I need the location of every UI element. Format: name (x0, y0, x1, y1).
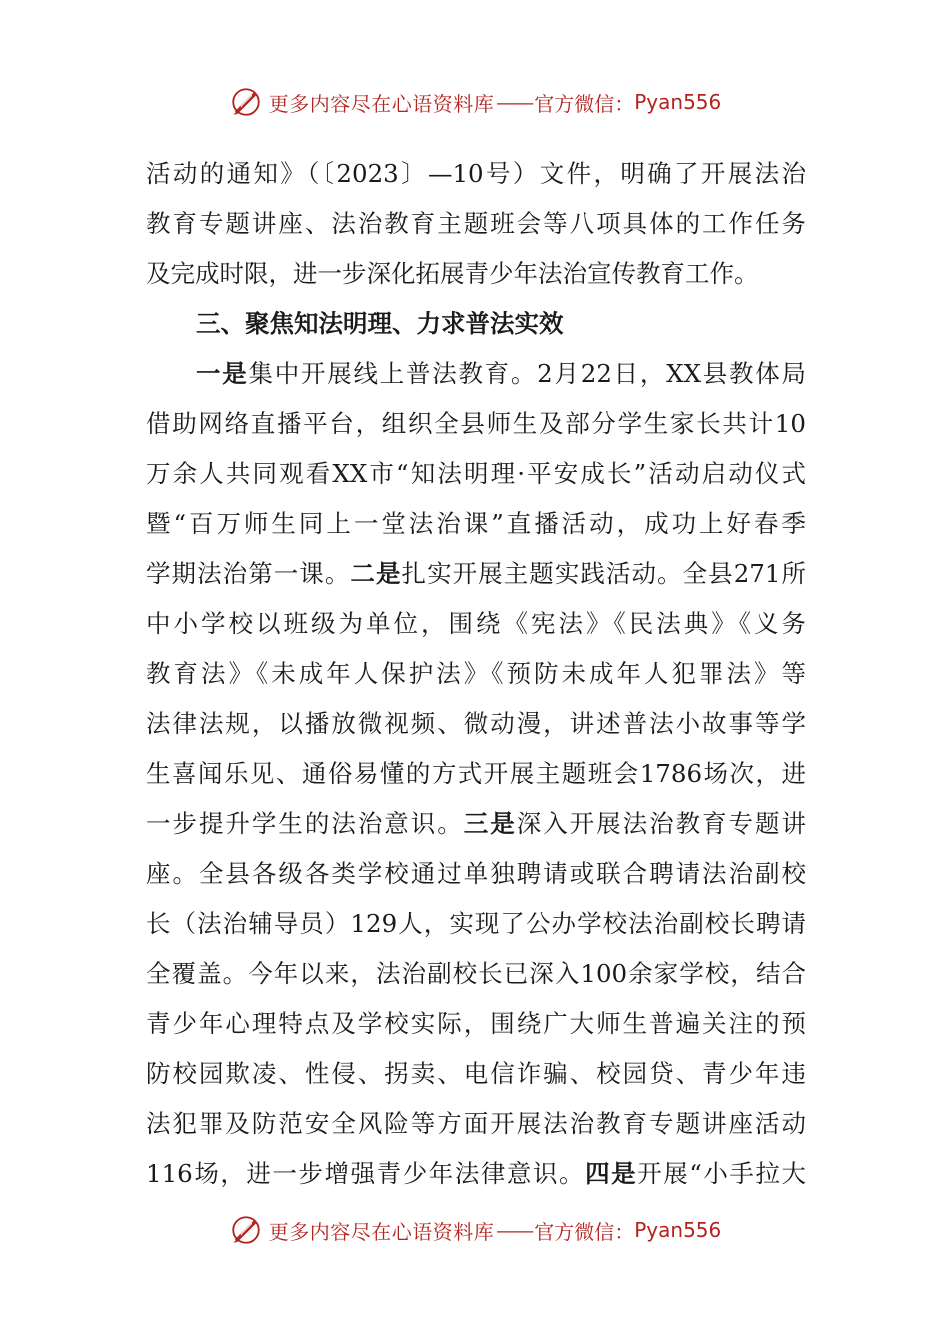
text-line: 116场，进一步增强青少年法律意识。四是开展“小手拉大 (146, 1159, 806, 1188)
text-line: 借助网络直播平台，组织全县师生及部分学生家长共计10 (146, 409, 806, 438)
text-line: 长（法治辅导员）129人，实现了公办学校法治副校长聘请 (146, 909, 806, 938)
text-line: 学期法治第一课。二是扎实开展主题实践活动。全县271所 (146, 559, 806, 588)
text-line: 及完成时限，进一步深化拓展青少年法治宣传教育工作。 (146, 259, 759, 288)
text-line: 教育法》《未成年人保护法》《预防未成年人犯罪法》等 (146, 659, 806, 688)
header-watermark (0, 82, 950, 122)
text-line: 中小学校以班级为单位，围绕《宪法》《民法典》《义务 (146, 609, 806, 638)
text-line: 一步提升学生的法治意识。三是深入开展法治教育专题讲 (146, 809, 806, 838)
watermark-name: 更多内容尽在心语资料库 (268, 91, 495, 116)
watermark-suffix: 官方微信： (534, 91, 635, 116)
text-line: 暨“百万师生同上一堂法治课”直播活动，成功上好春季 (146, 509, 806, 538)
watermark-suffix: 官方微信： (534, 1219, 635, 1244)
text-line: 生喜闻乐见、通俗易懂的方式开展主题班会1786场次，进 (146, 759, 806, 788)
text-line: 教育专题讲座、法治教育主题班会等八项具体的工作任务 (146, 209, 806, 238)
pen-logo-icon (229, 85, 263, 119)
text-line: 法律法规，以播放微视频、微动漫，讲述普法小故事等学 (146, 709, 806, 738)
watermark-wechat-id: Pyan556 (634, 1218, 722, 1242)
watermark-wechat-id: Pyan556 (634, 90, 722, 114)
watermark-dash: —— (496, 1218, 533, 1242)
text-line: 活动的通知》（〔2023〕—10号）文件，明确了开展法治 (146, 159, 806, 188)
text-line: 全覆盖。今年以来，法治副校长已深入100余家学校，结合 (146, 959, 806, 988)
section-heading: 三、聚焦知法明理、力求普法实效 (196, 309, 564, 338)
text-line: 座。全县各级各类学校通过单独聘请或联合聘请法治副校 (146, 859, 806, 888)
watermark-dash: —— (496, 90, 533, 114)
watermark-name: 更多内容尽在心语资料库 (268, 1219, 495, 1244)
text-line: 法犯罪及防范安全风险等方面开展法治教育专题讲座活动 (146, 1109, 806, 1138)
footer-watermark (0, 1210, 950, 1250)
pen-logo-icon (229, 1213, 263, 1247)
document-body (146, 149, 806, 1199)
text-line: 防校园欺凌、性侵、拐卖、电信诈骗、校园贷、青少年违 (146, 1059, 806, 1088)
text-line: 一是集中开展线上普法教育。2月22日，XX县教体局 (196, 359, 806, 388)
text-line: 青少年心理特点及学校实际，围绕广大师生普遍关注的预 (146, 1009, 806, 1038)
text-line: 万余人共同观看XX市“知法明理·平安成长”活动启动仪式 (146, 459, 806, 488)
